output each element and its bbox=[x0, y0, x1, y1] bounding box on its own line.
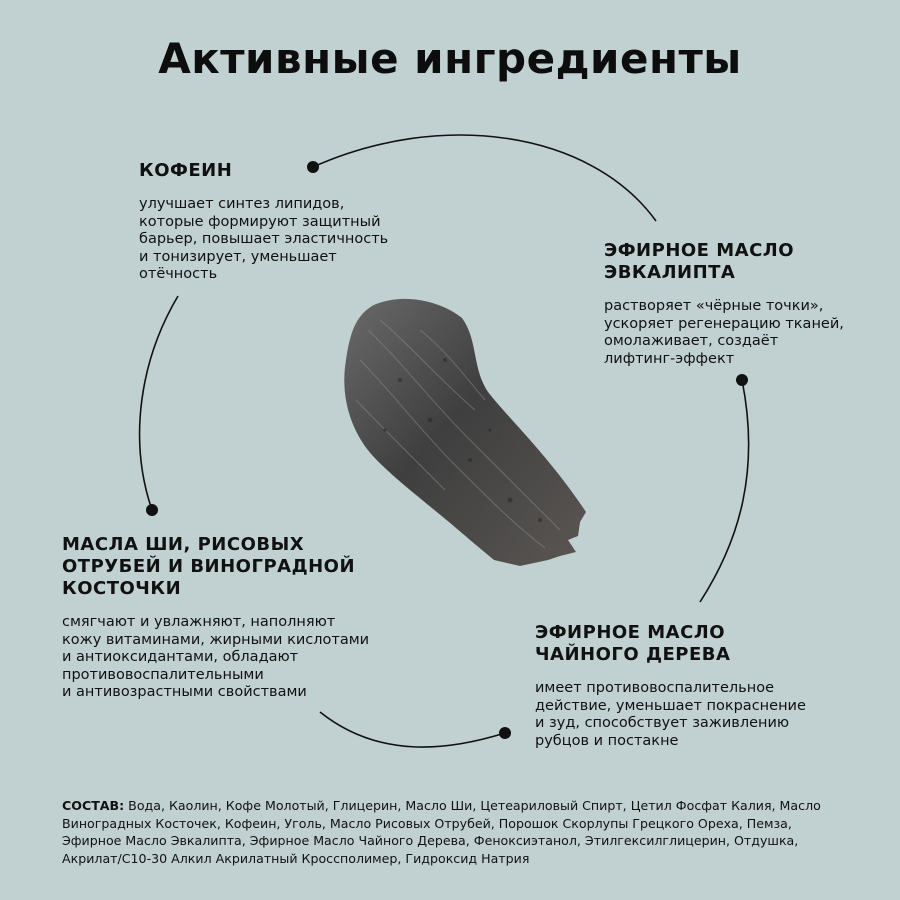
ingredient-shea-rice-grape-oils bbox=[62, 534, 392, 702]
ingredient-name: ЭФИРНОЕ МАСЛО ЧАЙНОГО ДЕРЕВА bbox=[535, 622, 731, 665]
ingredient-description: улучшает синтез липидов, которые формируют защитный барьер, повышает эластичность и тонизирует, уменьшает отёчность bbox=[139, 196, 389, 282]
ingredient-description: растворяет «чёрные точки», ускоряет регенерацию тканей, омолаживает, создаёт лифтинг-эффект bbox=[604, 298, 844, 367]
ingredient-caffeine bbox=[139, 160, 419, 284]
ingredient-tea-tree-oil bbox=[535, 622, 835, 750]
composition-label: СОСТАВ: bbox=[62, 798, 125, 813]
ingredient-name: ЭФИРНОЕ МАСЛО ЭВКАЛИПТА bbox=[604, 240, 795, 283]
composition-list: Вода, Каолин, Кофе Молотый, Глицерин, Масло Ши, Цетеариловый Спирт, Цетил Фосфат Калия, Масло Виноградных Косточек, Кофеин, Уголь, Масло Рисовых Отрубей, Порошок Скорлупы Грецкого Ореха, Пемза, Эфирное Масло Эвкалипта, Эфирное Масло Чайного Дерева, Феноксиэтанол, Этилгексилглицерин, Отдушка, Акрилат/С10-30 Алкил Акрилатный Кроссполимер, Гидроксид Натрия bbox=[62, 798, 821, 866]
composition-text bbox=[62, 797, 852, 867]
ingredient-name: КОФЕИН bbox=[139, 160, 233, 181]
ingredient-name: МАСЛА ШИ, РИСОВЫХ ОТРУБЕЙ И ВИНОГРАДНОЙ КОСТОЧКИ bbox=[62, 534, 356, 599]
page-title: Активные ингредиенты bbox=[158, 34, 742, 83]
ingredient-eucalyptus-oil bbox=[604, 240, 874, 368]
ingredient-description: смягчают и увлажняют, наполняют кожу витаминами, жирными кислотами и антиоксидантами, обладают противовоспалительными и антивозрастными свойствами bbox=[62, 614, 370, 700]
ingredient-description: имеет противовоспалительное действие, уменьшает покраснение и зуд, способствует заживлению рубцов и постакне bbox=[535, 680, 806, 749]
